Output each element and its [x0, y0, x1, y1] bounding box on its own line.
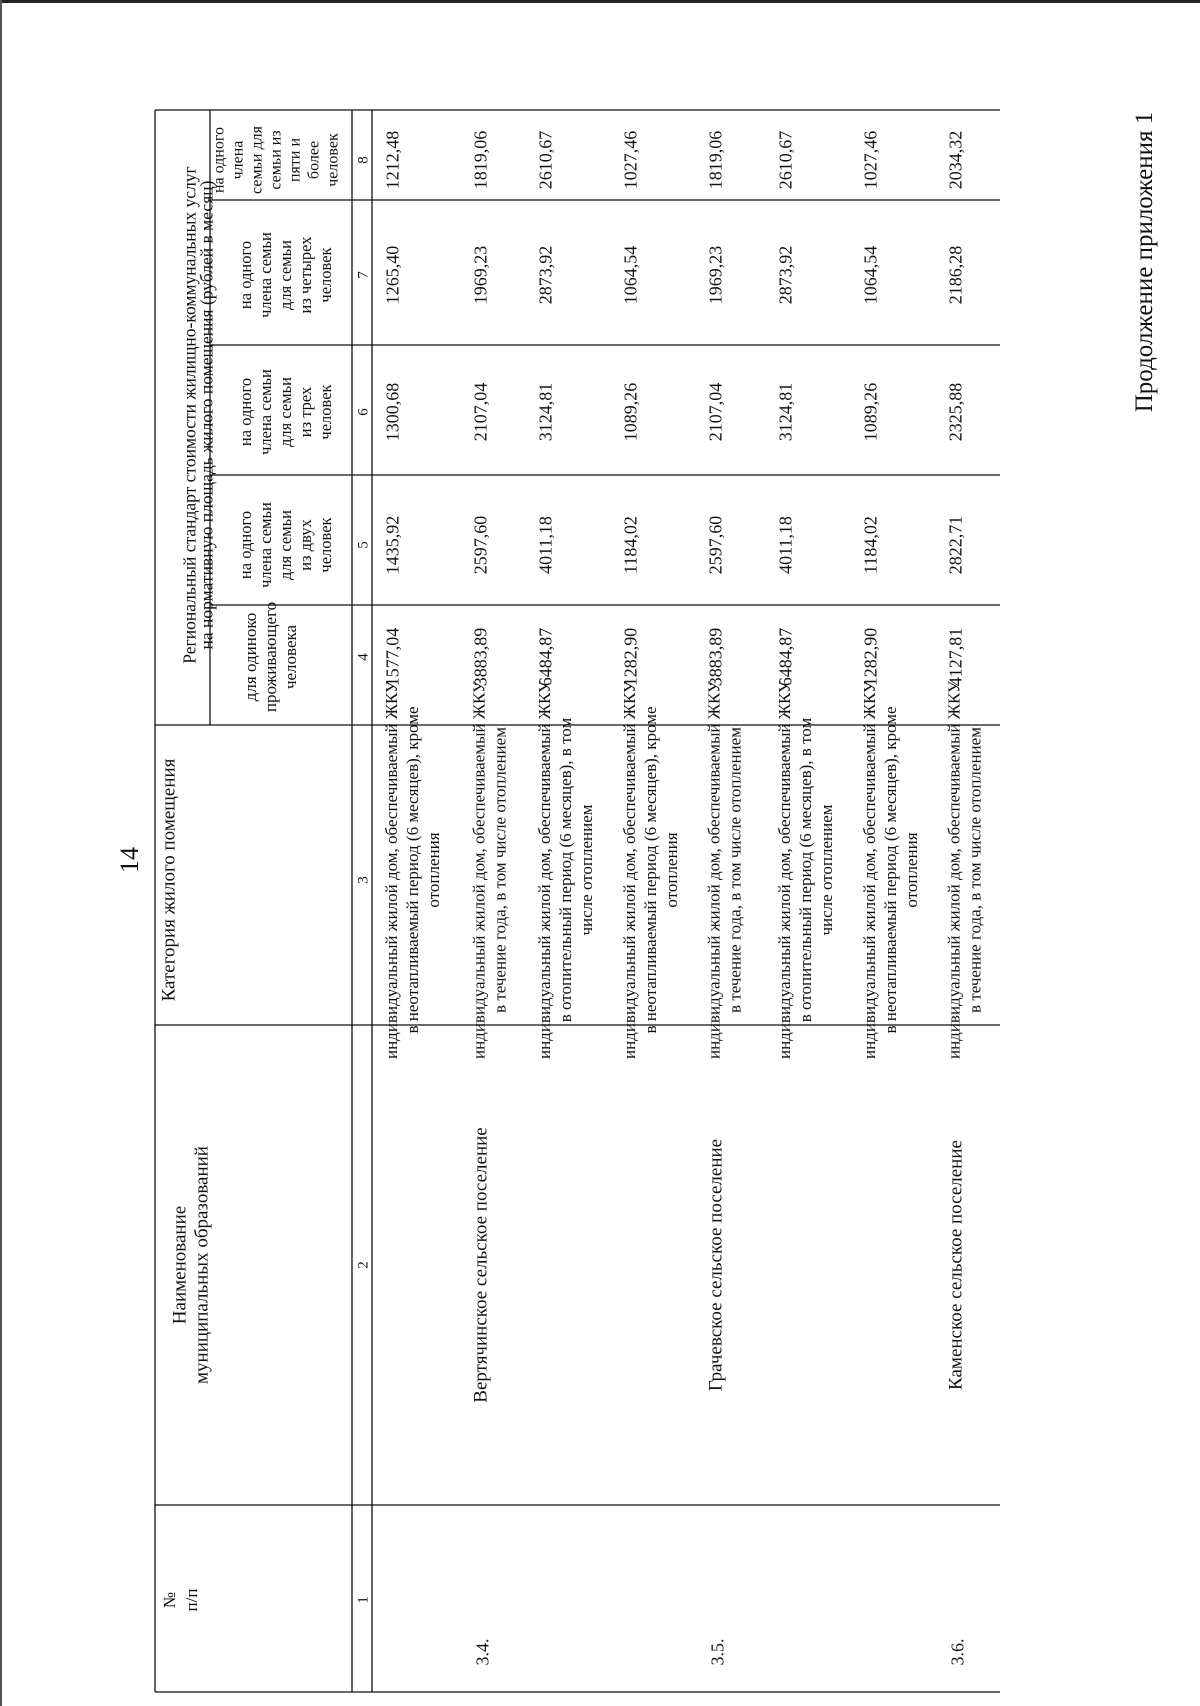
row-3-v7 — [620, 246, 640, 305]
row-3-v4-line: 1282,90 — [620, 627, 641, 687]
header-col-6-line: на одного — [235, 377, 255, 447]
header-col-6-line: из трех — [295, 386, 315, 438]
row-7-municipality — [946, 1140, 967, 1390]
row-1-v7 — [470, 246, 490, 305]
row-5-v8 — [775, 131, 795, 190]
row-7-v6-line: 2325,88 — [945, 382, 966, 442]
row-6-v8-line: 1027,46 — [860, 130, 881, 190]
page-title: Продолжение приложения 1 — [1131, 111, 1158, 413]
row-3-category-line: отопления — [661, 832, 681, 908]
header-col-6 — [236, 369, 335, 455]
row-5-v4-line: 6484,87 — [775, 627, 796, 687]
row-1-v8 — [470, 131, 490, 190]
header-col-6-line: для семьи — [275, 377, 295, 447]
header-number-line: № — [159, 1591, 179, 1609]
row-4-category-line: в течение года, в том числе отоплением — [725, 727, 745, 1013]
row-7-v6 — [945, 383, 965, 442]
row-5-category — [775, 680, 836, 1059]
header-col-8-line: человек — [324, 133, 342, 187]
row-4-v7-line: 1969,23 — [705, 245, 726, 305]
row-6-v6 — [860, 383, 880, 442]
row-0-v4 — [382, 628, 402, 687]
row-6-v7-line: 1064,54 — [860, 245, 881, 305]
header-col-8-line: более — [305, 140, 323, 180]
row-2-v6-line: 3124,81 — [535, 382, 556, 442]
row-0-v8-line: 1212,48 — [382, 130, 403, 190]
header-category — [159, 758, 180, 1001]
row-1-v5-line: 2597,60 — [470, 515, 491, 575]
row-0-v4-line: 1577,04 — [382, 627, 403, 687]
row-3-category-line: в неотапливаемый период (6 месяцев), кроме — [640, 706, 660, 1034]
row-4-v8-line: 1819,06 — [705, 130, 726, 190]
header-group-line: Региональный стандарт стоимости жилищно-коммунальных услуг — [179, 166, 200, 664]
column-number-6-line: 6 — [355, 408, 372, 416]
row-3-v6 — [620, 383, 640, 442]
row-7-v8-line: 2034,32 — [945, 130, 966, 190]
row-5-category-line: в отопительный период (6 месяцев), в том — [795, 717, 815, 1023]
row-5-v6-line: 3124,81 — [775, 382, 796, 442]
row-2-category — [535, 680, 596, 1059]
header-col-6-line: члена семьи — [255, 369, 275, 455]
column-number-7-line: 7 — [355, 271, 372, 279]
row-7-number-line: 3.6. — [947, 1638, 968, 1666]
header-category-line: Категория жилого помещения — [158, 758, 180, 1002]
row-2-v5 — [535, 516, 555, 574]
column-number-2 — [355, 1261, 371, 1269]
row-0-category — [382, 680, 443, 1059]
row-2-v8-line: 2610,67 — [535, 130, 556, 190]
header-col-5-line: для семьи — [275, 510, 295, 580]
row-0-v6-line: 1300,68 — [382, 382, 403, 442]
row-7-category — [944, 680, 984, 1059]
row-2-v6 — [535, 383, 555, 442]
row-2-v4 — [535, 628, 555, 687]
row-1-v4 — [470, 628, 490, 687]
row-4-municipality-line: Грачевское сельское поселение — [705, 1138, 727, 1392]
row-1-municipality — [471, 1127, 492, 1402]
row-6-v4 — [860, 628, 880, 687]
header-municipality — [170, 1146, 213, 1384]
header-number — [160, 1589, 201, 1612]
header-col-7-line: человек — [315, 247, 335, 303]
row-4-number — [707, 1639, 727, 1666]
row-4-v4 — [705, 628, 725, 687]
row-7-v5 — [945, 516, 965, 575]
header-col-7-line: на одного — [235, 240, 255, 310]
row-5-category-line: числе отоплением — [816, 804, 836, 936]
column-number-1-line: 1 — [355, 1596, 372, 1604]
row-4-number-line: 3.5. — [707, 1638, 728, 1666]
header-col-5 — [236, 502, 335, 588]
column-number-2-line: 2 — [355, 1261, 372, 1269]
row-3-v6-line: 1089,26 — [620, 382, 641, 442]
row-1-v4-line: 3883,89 — [470, 627, 491, 687]
row-0-v6 — [382, 383, 402, 442]
row-6-v5 — [860, 516, 880, 574]
column-number-7 — [355, 271, 371, 279]
row-7-municipality-line: Каменское сельское поселение — [945, 1140, 967, 1390]
row-6-v7 — [860, 246, 880, 305]
row-1-category — [469, 680, 509, 1059]
row-4-v7 — [705, 246, 725, 305]
row-7-v7-line: 2186,28 — [945, 245, 966, 305]
row-0-v5-line: 1435,92 — [382, 515, 403, 575]
row-0-category-line: индивидуальный жилой дом, обеспечиваемый ЖКУ — [381, 680, 401, 1060]
row-7-v4-line: 4127,81 — [945, 627, 966, 687]
row-6-category-line: отопления — [901, 832, 921, 908]
header-col-8-line: семьи из — [267, 130, 285, 190]
row-7-number — [947, 1639, 967, 1666]
row-3-v5-line: 1184,02 — [620, 516, 641, 574]
header-col-8 — [211, 125, 342, 194]
row-3-v5 — [620, 516, 640, 574]
row-4-municipality — [706, 1139, 727, 1391]
row-2-v5-line: 4011,18 — [535, 516, 556, 574]
row-7-category-line: индивидуальный жилой дом, обеспечиваемый ЖКУ — [944, 680, 964, 1060]
header-col-8-line: семьи для — [248, 126, 266, 194]
row-1-number — [472, 1639, 492, 1666]
row-3-category — [620, 680, 681, 1059]
row-6-v5-line: 1184,02 — [860, 516, 881, 574]
header-col-8-line: пяти и — [286, 137, 304, 183]
row-5-v6 — [775, 383, 795, 442]
header-col-5-line: члена семьи — [255, 502, 275, 588]
row-4-v4-line: 3883,89 — [705, 627, 726, 687]
row-5-category-line: индивидуальный жилой дом, обеспечиваемый ЖКУ — [774, 680, 794, 1060]
row-1-v6-line: 2107,04 — [470, 382, 491, 442]
row-0-v7-line: 1265,40 — [382, 245, 403, 305]
row-4-v6 — [705, 383, 725, 442]
row-0-category-line: отопления — [423, 832, 443, 908]
page-number: 14 — [115, 847, 144, 873]
row-4-v5 — [705, 516, 725, 575]
column-number-4 — [355, 653, 371, 661]
row-5-v8-line: 2610,67 — [775, 130, 796, 190]
header-col-4 — [241, 602, 300, 712]
row-2-v8 — [535, 131, 555, 190]
row-0-v5 — [382, 516, 402, 575]
row-6-category-line: индивидуальный жилой дом, обеспечиваемый ЖКУ — [859, 680, 879, 1060]
column-number-5 — [355, 541, 371, 549]
row-2-category-line: в отопительный период (6 месяцев), в том — [555, 717, 575, 1023]
row-0-category-line: в неотапливаемый период (6 месяцев), кроме — [402, 706, 422, 1034]
row-3-v4 — [620, 628, 640, 687]
row-2-category-line: числе отоплением — [576, 804, 596, 936]
column-number-5-line: 5 — [355, 541, 372, 549]
row-1-v6 — [470, 383, 490, 442]
row-1-number-line: 3.4. — [472, 1638, 493, 1666]
row-4-v6-line: 2107,04 — [705, 382, 726, 442]
header-group — [180, 166, 217, 663]
row-4-v5-line: 2597,60 — [705, 515, 726, 575]
header-municipality-line: муниципальных образований — [191, 1146, 213, 1384]
row-7-v5-line: 2822,71 — [945, 515, 966, 575]
header-col-5-line: из двух — [295, 519, 315, 571]
row-5-v7-line: 2873,92 — [775, 245, 796, 305]
row-7-v8 — [945, 131, 965, 190]
row-2-v7-line: 2873,92 — [535, 245, 556, 305]
column-number-6 — [355, 408, 371, 416]
header-group-line: на нормативную площадь жилого помещения (рублей в месяц) — [196, 180, 217, 650]
row-1-category-line: в течение года, в том числе отоплением — [490, 727, 510, 1013]
row-7-v4 — [945, 628, 965, 687]
column-number-3 — [355, 876, 371, 884]
row-2-v4-line: 6484,87 — [535, 627, 556, 687]
row-5-v4 — [775, 628, 795, 687]
row-7-category-line: в течение года, в том числе отоплением — [965, 727, 985, 1013]
header-col-5-line: на одного — [235, 510, 255, 580]
header-number-line: п/п — [181, 1588, 201, 1612]
row-5-v7 — [775, 246, 795, 305]
row-6-v6-line: 1089,26 — [860, 382, 881, 442]
header-col-7 — [236, 232, 335, 318]
row-0-v8 — [382, 131, 402, 190]
header-col-8-line: на одного — [210, 126, 228, 194]
column-number-3-line: 3 — [355, 876, 372, 884]
row-1-category-line: индивидуальный жилой дом, обеспечиваемый ЖКУ — [469, 680, 489, 1060]
row-6-category-line: в неотапливаемый период (6 месяцев), кроме — [880, 706, 900, 1034]
header-col-7-line: члена семьи — [255, 232, 275, 318]
row-4-category — [704, 680, 744, 1059]
row-1-v5 — [470, 516, 490, 575]
row-5-v5-line: 4011,18 — [775, 516, 796, 574]
row-0-v7 — [382, 246, 402, 305]
header-col-7-line: из четырех — [295, 236, 315, 314]
header-col-7-line: для семьи — [275, 240, 295, 310]
row-4-v8 — [705, 131, 725, 190]
row-5-v5 — [775, 516, 795, 574]
row-6-v8 — [860, 131, 880, 190]
row-4-category-line: индивидуальный жилой дом, обеспечиваемый ЖКУ — [704, 680, 724, 1060]
header-col-5-line: человек — [315, 517, 335, 573]
row-1-v7-line: 1969,23 — [470, 245, 491, 305]
header-col-4-line: человека — [280, 624, 300, 690]
row-1-v8-line: 1819,06 — [470, 130, 491, 190]
row-1-municipality-line: Вертячинское сельское поселение — [470, 1127, 492, 1403]
header-municipality-line: Наименование — [169, 1205, 191, 1325]
column-number-1 — [355, 1596, 371, 1604]
row-3-category-line: индивидуальный жилой дом, обеспечиваемый ЖКУ — [619, 680, 639, 1060]
row-2-category-line: индивидуальный жилой дом, обеспечиваемый ЖКУ — [534, 680, 554, 1060]
row-6-v4-line: 1282,90 — [860, 627, 881, 687]
header-col-4-line: для одиноко — [240, 612, 260, 702]
row-3-v7-line: 1064,54 — [620, 245, 641, 305]
row-6-category — [860, 680, 921, 1059]
header-col-8-line: члена — [229, 140, 247, 180]
header-col-4-line: проживающего — [260, 601, 280, 713]
row-2-v7 — [535, 246, 555, 305]
column-number-4-line: 4 — [355, 653, 372, 661]
column-number-8 — [355, 156, 371, 164]
header-col-6-line: человек — [315, 384, 335, 440]
row-7-v7 — [945, 246, 965, 305]
row-3-v8 — [620, 131, 640, 190]
column-number-8-line: 8 — [355, 156, 372, 164]
row-3-v8-line: 1027,46 — [620, 130, 641, 190]
